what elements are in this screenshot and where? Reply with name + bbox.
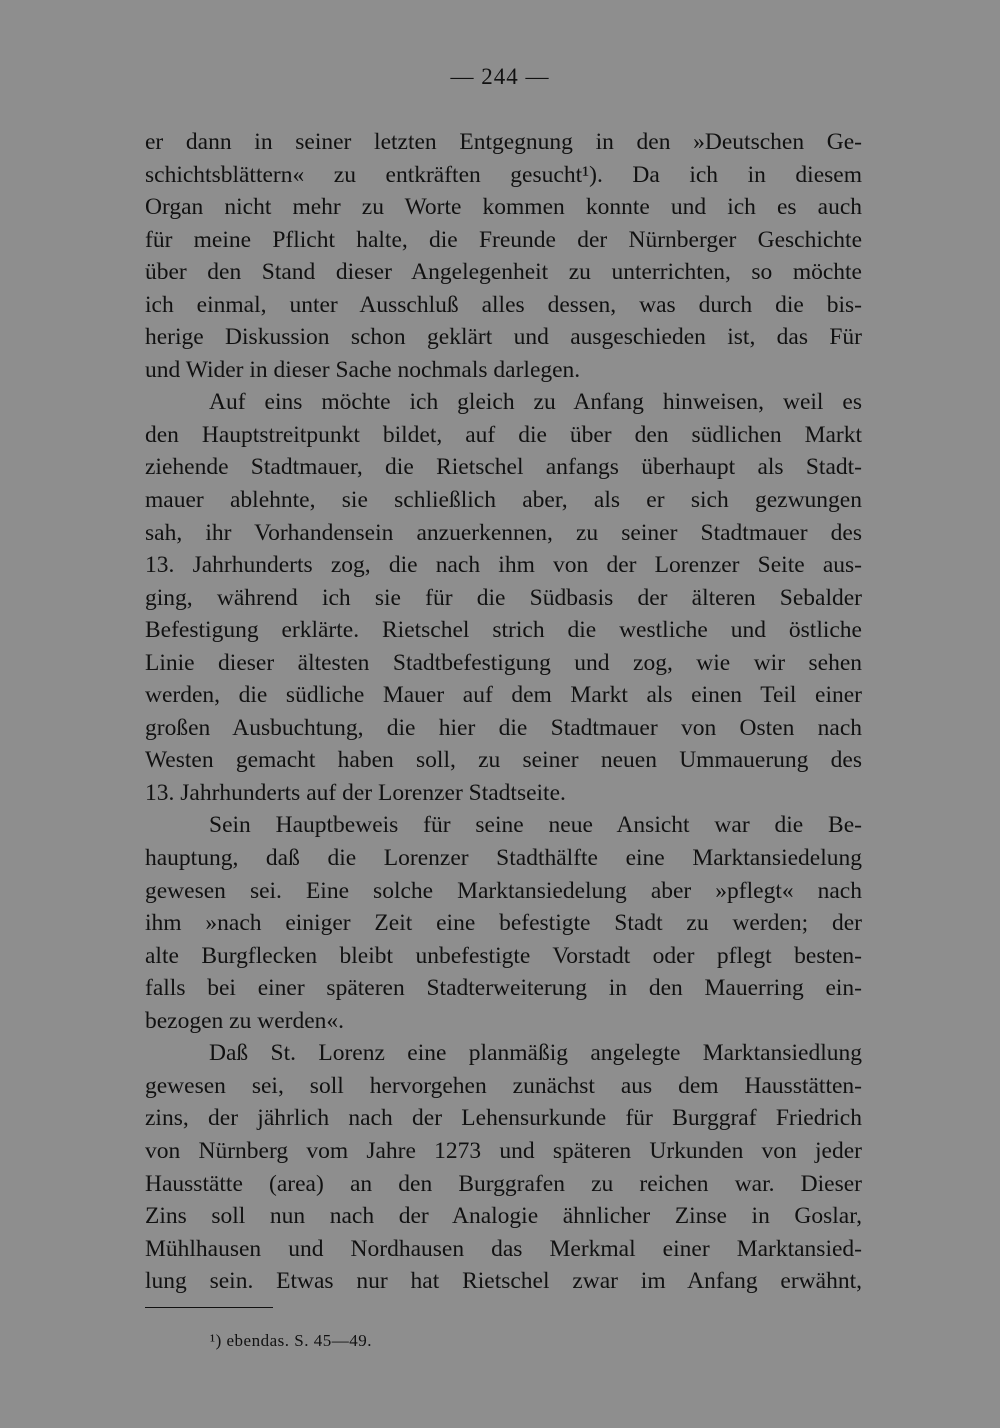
text-line: Westen gemacht haben soll, zu seiner neuen Ummauerung des: [145, 747, 862, 774]
body-text: [145, 126, 862, 1298]
text-line: herige Diskussion schon geklärt und ausgeschieden ist, das Für: [145, 324, 862, 351]
text-line: lung sein. Etwas nur hat Rietschel zwar im Anfang erwähnt,: [145, 1268, 862, 1295]
text-line: Mühlhausen und Nordhausen das Merkmal einer Marktansied-: [145, 1235, 862, 1262]
text-line: ziehende Stadtmauer, die Rietschel anfangs überhaupt als Stadt-: [145, 454, 862, 481]
text-line: über den Stand dieser Angelegenheit zu unterrichten, so möchte: [145, 259, 862, 286]
text-line: ging, während ich sie für die Südbasis der älteren Sebalder: [145, 584, 862, 611]
text-line: werden, die südliche Mauer auf dem Markt als einen Teil einer: [145, 682, 862, 709]
text-line: für meine Pflicht halte, die Freunde der Nürnberger Geschichte: [145, 226, 862, 253]
text-line: gewesen sei. Eine solche Marktansiedelung aber »pflegt« nach: [145, 877, 862, 904]
text-line: Linie dieser ältesten Stadtbefestigung und zog, wie wir sehen: [145, 649, 862, 676]
text-line: hauptung, daß die Lorenzer Stadthälfte eine Marktansiedelung: [145, 845, 862, 872]
footnote: ¹) ebendas. S. 45—49.: [210, 1331, 372, 1350]
text-line: großen Ausbuchtung, die hier die Stadtmauer von Osten nach: [145, 714, 862, 741]
text-line: Daß St. Lorenz eine planmäßig angelegte Marktansiedlung: [209, 1040, 862, 1067]
text-line: Zins soll nun nach der Analogie ähnlicher Zinse in Goslar,: [145, 1203, 862, 1230]
page-number: — 244 —: [450, 64, 550, 89]
text-line: bezogen zu werden«.: [145, 1007, 345, 1034]
text-line: schichtsblättern« zu entkräften gesucht¹). Da ich in diesem: [145, 161, 862, 188]
text-line: Sein Hauptbeweis für seine neue Ansicht war die Be-: [209, 812, 862, 839]
text-line: Organ nicht mehr zu Worte kommen konnte und ich es auch: [145, 194, 862, 221]
text-line: Hausstätte (area) an den Burggrafen zu reichen war. Dieser: [145, 1170, 862, 1197]
text-line: gewesen sei, soll hervorgehen zunächst aus dem Hausstätten-: [145, 1072, 862, 1099]
text-line: den Hauptstreitpunkt bildet, auf die über den südlichen Markt: [145, 421, 862, 448]
text-line: sah, ihr Vorhandensein anzuerkennen, zu seiner Stadtmauer des: [145, 519, 862, 546]
text-line: ich einmal, unter Ausschluß alles dessen, was durch die bis-: [145, 291, 862, 318]
text-line: alte Burgflecken bleibt unbefestigte Vorstadt oder pflegt besten-: [145, 942, 862, 969]
text-line: falls bei einer späteren Stadterweiterung in den Mauerring ein-: [145, 975, 862, 1002]
text-line: ihm »nach einiger Zeit eine befestigte Stadt zu werden; der: [145, 910, 862, 937]
text-line: von Nürnberg vom Jahre 1273 und späteren Urkunden von jeder: [145, 1137, 862, 1164]
text-line: 13. Jahrhunderts zog, die nach ihm von der Lorenzer Seite aus-: [145, 552, 862, 579]
text-line: er dann in seiner letzten Entgegnung in den »Deutschen Ge-: [145, 129, 862, 155]
text-line: Befestigung erklärte. Rietschel strich die westliche und östliche: [145, 617, 862, 644]
footnote-divider: [145, 1307, 273, 1308]
text-line: Auf eins möchte ich gleich zu Anfang hinweisen, weil es: [209, 389, 862, 416]
text-line: zins, der jährlich nach der Lehensurkunde für Burggraf Friedrich: [145, 1105, 862, 1132]
text-line: 13. Jahrhunderts auf der Lorenzer Stadtseite.: [145, 779, 566, 806]
text-line: mauer ablehnte, sie schließlich aber, als er sich gezwungen: [145, 487, 862, 514]
text-line: und Wider in dieser Sache nochmals darlegen.: [145, 356, 581, 383]
